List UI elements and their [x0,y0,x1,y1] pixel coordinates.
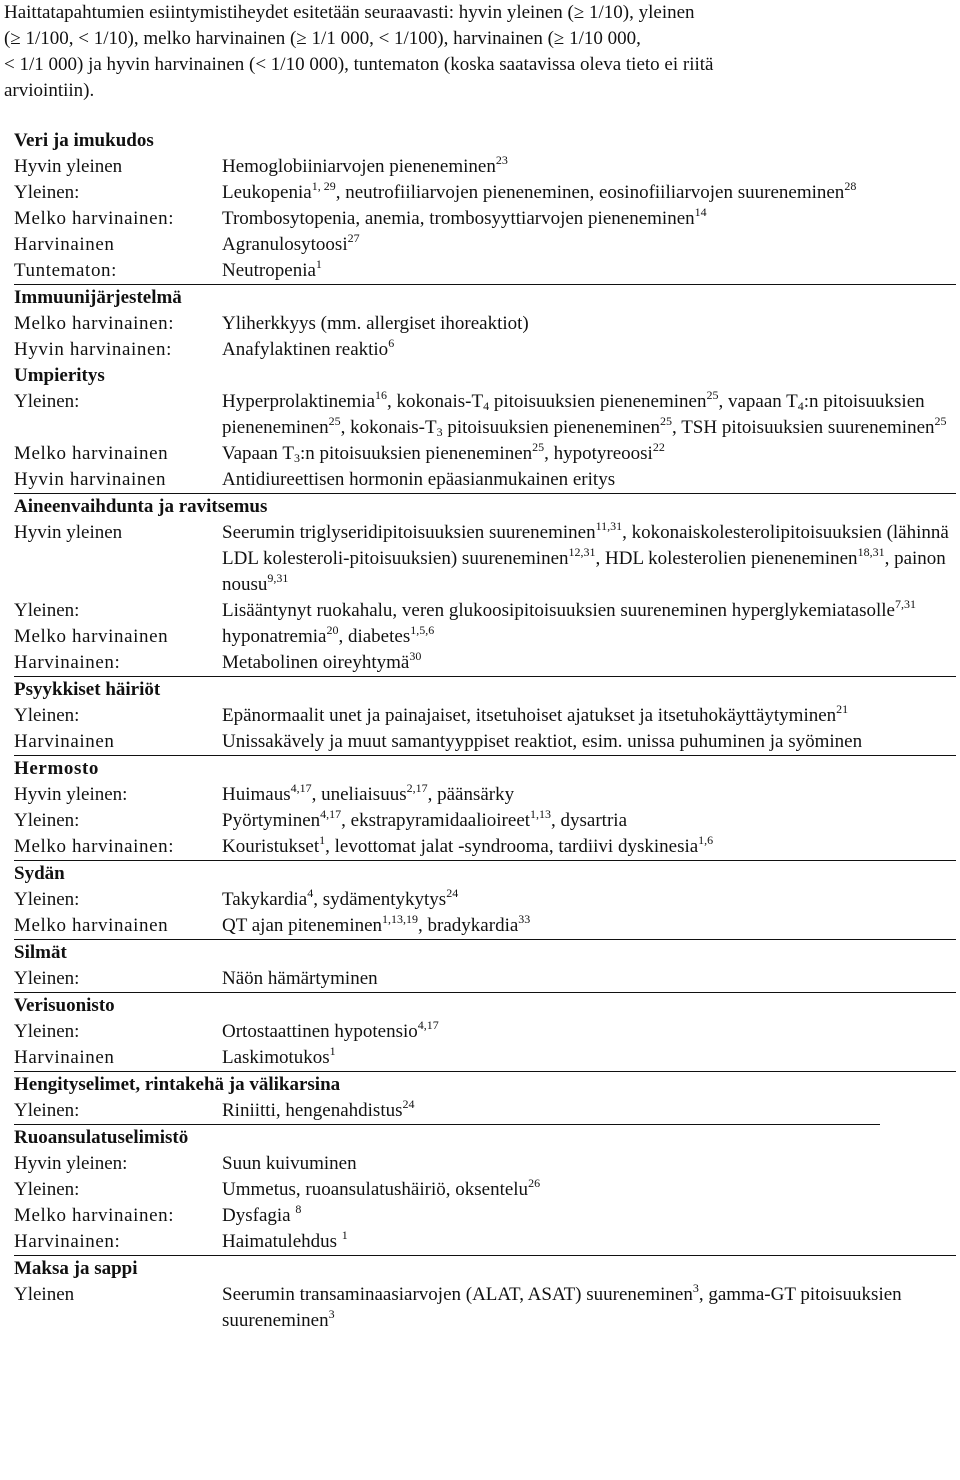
reaction-text: Kouristukset$^1$, levottomat jalat -syndrooma, tardiivi dyskinesia$^{1,6}$ [222,833,714,857]
frequency-label: Hyvin yleinen [14,156,123,177]
frequency-label: Yleinen: [14,889,80,910]
table-row [14,520,956,598]
table-row [14,650,956,676]
table-row [14,154,956,180]
section-heading: Maksa ja sappi [14,1258,138,1279]
table-row [14,1098,956,1124]
table-row [14,232,956,258]
frequency-label: Yleinen: [14,810,80,831]
table-row [14,311,956,337]
table-row [14,887,956,913]
frequency-label: Melko harvinainen: [14,313,175,334]
reaction-text: Laskimotukos$^1$ [222,1044,336,1068]
reaction-text: Metabolinen oireyhtymä$^{30}$ [222,649,422,673]
frequency-label: Melko harvinainen: [14,208,175,229]
reaction-text: Antidiureettisen hormonin epäasianmukainen eritys [222,469,616,490]
reaction-text: Neutropenia$^1$ [222,257,322,281]
frequency-label: Hyvin yleinen [14,522,123,543]
frequency-label: Yleinen: [14,1179,80,1200]
table-row [14,729,956,755]
reaction-text: Huimaus$^{4,17}$, uneliaisuus$^{2,17}$, päänsärky [222,781,515,805]
frequency-label: Yleinen: [14,600,80,621]
reaction-text: Riniitti, hengenahdistus$^{24}$ [222,1097,415,1121]
table-row [14,1151,956,1177]
table-row [14,1177,956,1203]
intro-line: Haittatapahtumien esiintymistiheydet esitetään seuraavasti: hyvin yleinen (≥ 1/10), yleinen [4,2,695,23]
reaction-text: Unissakävely ja muut samantyyppiset reaktiot, esim. unissa puhuminen ja syöminen [222,731,863,752]
frequency-label: Melko harvinainen: [14,1205,175,1226]
frequency-label: Hyvin harvinainen [14,469,167,490]
frequency-label: Hyvin harvinainen: [14,339,173,360]
reaction-text: Pyörtyminen$^{4,17}$, ekstrapyramidaalioireet$^{1,13}$, dysartria [222,807,628,831]
table-row [14,913,956,939]
frequency-label: Tuntematon: [14,260,118,281]
reaction-text: Vapaan $T_3:n$ pitoisuuksien pieneneminen$^{25}$, hypotyreoosi$^{22}$ [222,440,665,465]
table-row [14,389,956,441]
table-row [14,1229,956,1255]
intro-line: arviointiin). [4,80,95,101]
reaction-text: Epänormaalit unet ja painajaiset, itsetuhoiset ajatukset ja itsetuhokäyttäytyminen$^{21}$ [222,702,849,726]
reaction-text: Yliherkkyys (mm. allergiset ihoreaktiot) [222,313,529,334]
table-row [14,1203,956,1229]
reaction-text: Hyperprolaktinemia$^{16}$, kokonais-$T_4$ pitoisuuksien pieneneminen$^{25}$, vapaan $T_4:n$ pitoisuuksien pieneneminen$^{25}$, kokonais-$T_3$ pitoisuuksien pieneneminen$^{25}$, TSH pitoisuuksien suureneminen$^{25}$ [222,388,947,439]
frequency-label: Harvinainen: [14,652,121,673]
intro-line: < 1/1 000) ja hyvin harvinainen (< 1/10 000), tuntematon (koska saatavissa oleva tieto ei riitä [4,54,714,75]
section-heading: Veri ja imukudos [14,130,154,151]
reaction-text: QT ajan piteneminen$^{1,13,19}$, bradykardia$^{33}$ [222,912,531,936]
reaction-text: Seerumin transaminaasiarvojen (ALAT, ASAT) suureneminen$^3$, gamma-GT pitoisuuksien suureneminen$^3$ [222,1281,902,1331]
section-heading: Hengityselimet, rintakehä ja välikarsina [14,1074,341,1095]
frequency-label: Yleinen: [14,1021,80,1042]
table-row [14,782,956,808]
section-heading: Umpieritys [14,365,105,386]
section-heading: Immuunijärjestelmä [14,287,182,308]
frequency-label: Harvinainen [14,1047,115,1068]
frequency-label: Melko harvinainen [14,915,169,936]
table-row [14,337,956,363]
frequency-label: Hyvin yleinen: [14,1153,128,1174]
frequency-label: Melko harvinainen [14,626,169,647]
table-row [14,258,956,284]
table-row [14,1019,956,1045]
section-heading: Sydän [14,863,65,884]
frequency-label: Yleinen: [14,968,80,989]
intro-line: (≥ 1/100, < 1/10), melko harvinainen (≥ 1/1 000, < 1/100), harvinainen (≥ 1/10 000, [4,28,641,49]
frequency-label: Yleinen: [14,182,80,203]
frequency-label: Melko harvinainen [14,443,169,464]
frequency-label: Yleinen: [14,705,80,726]
table-row [14,1045,956,1071]
frequency-label: Harvinainen [14,234,115,255]
table-row [14,624,956,650]
section-heading: Silmät [14,942,67,963]
reaction-text: Dysfagia $^8$ [222,1202,302,1226]
table-row [14,834,956,860]
reaction-text: Haimatulehdus $^1$ [222,1228,348,1252]
table-row [14,467,956,493]
reaction-text: Näön hämärtyminen [222,968,378,989]
table-row [14,808,956,834]
reaction-text: Seerumin triglyseridipitoisuuksien suureneminen$^{11,31}$, kokonaiskolesterolipitoisuuksien (lähinnä LDL kolesteroli-pitoisuuksien) suureneminen$^{12,31}$, HDL kolesterolien pieneneminen$^{18,31}$, painon nousu$^{9,31}$ [222,519,949,595]
frequency-label: Hyvin yleinen: [14,784,128,805]
frequency-label: Harvinainen [14,731,115,752]
table-row [14,703,956,729]
table-row [14,966,956,992]
reaction-text: Ortostaattinen hypotensio$^{4,17}$ [222,1018,439,1042]
frequency-label: Yleinen: [14,391,80,412]
adverse-effects-table [14,128,956,1334]
reaction-text: Hemoglobiiniarvojen pieneneminen$^{23}$ [222,153,508,177]
frequency-label: Yleinen: [14,1100,80,1121]
section-heading: Verisuonisto [14,995,115,1016]
reaction-text: hyponatremia$^{20}$, diabetes$^{1,5,6}$ [222,623,435,647]
section-heading: Hermosto [14,758,99,779]
reaction-text: Suun kuivuminen [222,1153,357,1174]
table-row [14,1282,956,1334]
reaction-text: Leukopenia$^{1, 29}$, neutrofiiliarvojen pieneneminen, eosinofiiliarvojen suureneminen$^{28}$ [222,179,857,203]
reaction-text: Ummetus, ruoansulatushäiriö, oksentelu$^{26}$ [222,1176,541,1200]
reaction-text: Takykardia$^4$, sydämentykytys$^{24}$ [222,886,459,910]
section-heading: Aineenvaihdunta ja ravitsemus [14,496,268,517]
reaction-text: Trombosytopenia, anemia, trombosyyttiarvojen pieneneminen$^{14}$ [222,205,707,229]
reaction-text: Lisääntynyt ruokahalu, veren glukoosipitoisuuksien suureneminen hyperglykemiatasolle$^{7,31}$ [222,597,916,621]
reaction-text: Anafylaktinen reaktio$^6$ [222,336,395,360]
table-row [14,206,956,232]
frequency-label: Harvinainen: [14,1231,121,1252]
frequency-label: Yleinen [14,1284,75,1305]
table-row [14,441,956,467]
table-row [14,598,956,624]
reaction-text: Agranulosytoosi$^{27}$ [222,231,360,255]
frequency-label: Melko harvinainen: [14,836,175,857]
section-heading: Psyykkiset häiriöt [14,679,161,700]
table-row [14,180,956,206]
intro-paragraph [4,0,954,104]
section-heading: Ruoansulatuselimistö [14,1127,189,1148]
